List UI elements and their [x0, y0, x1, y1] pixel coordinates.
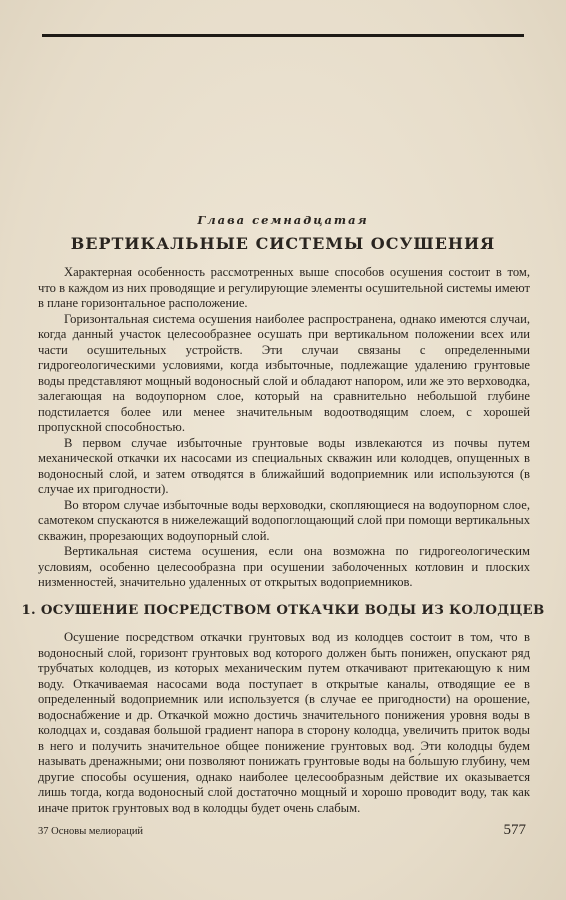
paragraph: В первом случае избыточные грунтовые воды извлекаются из почвы путем механической откачки их насосами из специальных скважин или колодцев, опущенных в водоносный слой, и затем отводятся в ближайший водоприемник или используются (в случае их пригодности). [38, 435, 530, 496]
chapter-title: ВЕРТИКАЛЬНЫЕ СИСТЕМЫ ОСУШЕНИЯ [70, 234, 496, 253]
paragraph: Осушение посредством откачки грунтовых вод из колодцев состоит в том, что в водоносный слой, горизонт грунтовых вод которого должен быть понижен, опускают ряд трубчатых колодцев, из которых механическим путем откачивают притекающую к ним воду. Откачиваемая насосами вода поступает в открытые каналы, отводящие ее в определенный водоприемник или используется (в случае ее пригодности) на орошение, водоснабжение и др. Откачкой можно достичь значительного понижения уровня воды в колодцах и, создавая большой градиент напора в сторону колодца, увеличить приток воды в него и получить значительное общее понижение грунтовых вод. Эти колодцы будем называть дренажными; они позволяют понижать грунтовые воды на бо́льшую глубину, чем другие способы осушения, однако наиболее целесообразным действие их оказывается лишь тогда, когда водоносный слой достаточно мощный и хорошо проводит воду, так как иначе приток грунтовых вод в колодцы будет очень слабым. [38, 630, 530, 815]
section-heading: 1. ОСУШЕНИЕ ПОСРЕДСТВОМ ОТКАЧКИ ВОДЫ ИЗ КОЛОДЦЕВ [21, 603, 545, 618]
paragraph: Горизонтальная система осушения наиболее распространена, однако имеются случаи, когда данный участок целесообразнее осушать при вертикальном положении всех или части осушительных устройств. Эти случаи связаны с определенными гидрогеологическими условиями, когда избыточные, подлежащие удалению грунтовые воды представляют мощный водоносный слой и обладают напором, или же это верховодка, залегающая на водоупорном слое, который на сравнительно небольшой глубине подстилается более или менее значительным водоотводящим слоем, с хорошей пропускной способностью. [38, 311, 530, 434]
paragraph: Вертикальная система осушения, если она возможна по гидрогеологическим условиям, особенно целесообразна при осушении заболоченных котловин и плоских низменностей, значительно удаленных от открытых водоприемников. [38, 544, 530, 589]
intro-text [38, 265, 530, 591]
header-rule [42, 34, 524, 37]
footer-signature: 37 Основы мелиораций [38, 826, 144, 837]
paragraph: Во втором случае избыточные воды верховодки, скопляющиеся на водоупорном слое, самотеком спускаются в нижележащий водопоглощающий слой при помощи вертикальных скважин, прорезающих водоупорный слой. [38, 497, 530, 543]
section-text [38, 630, 530, 816]
chapter-label: Глава семнадцатая [197, 213, 369, 227]
paragraph: Характерная особенность рассмотренных выше способов осушения состоит в том, что в каждом из них проводящие и регулирующие элементы осушительной системы имеют в плане горизонтальное расположение. [38, 265, 530, 310]
page-number: 577 [503, 822, 526, 838]
